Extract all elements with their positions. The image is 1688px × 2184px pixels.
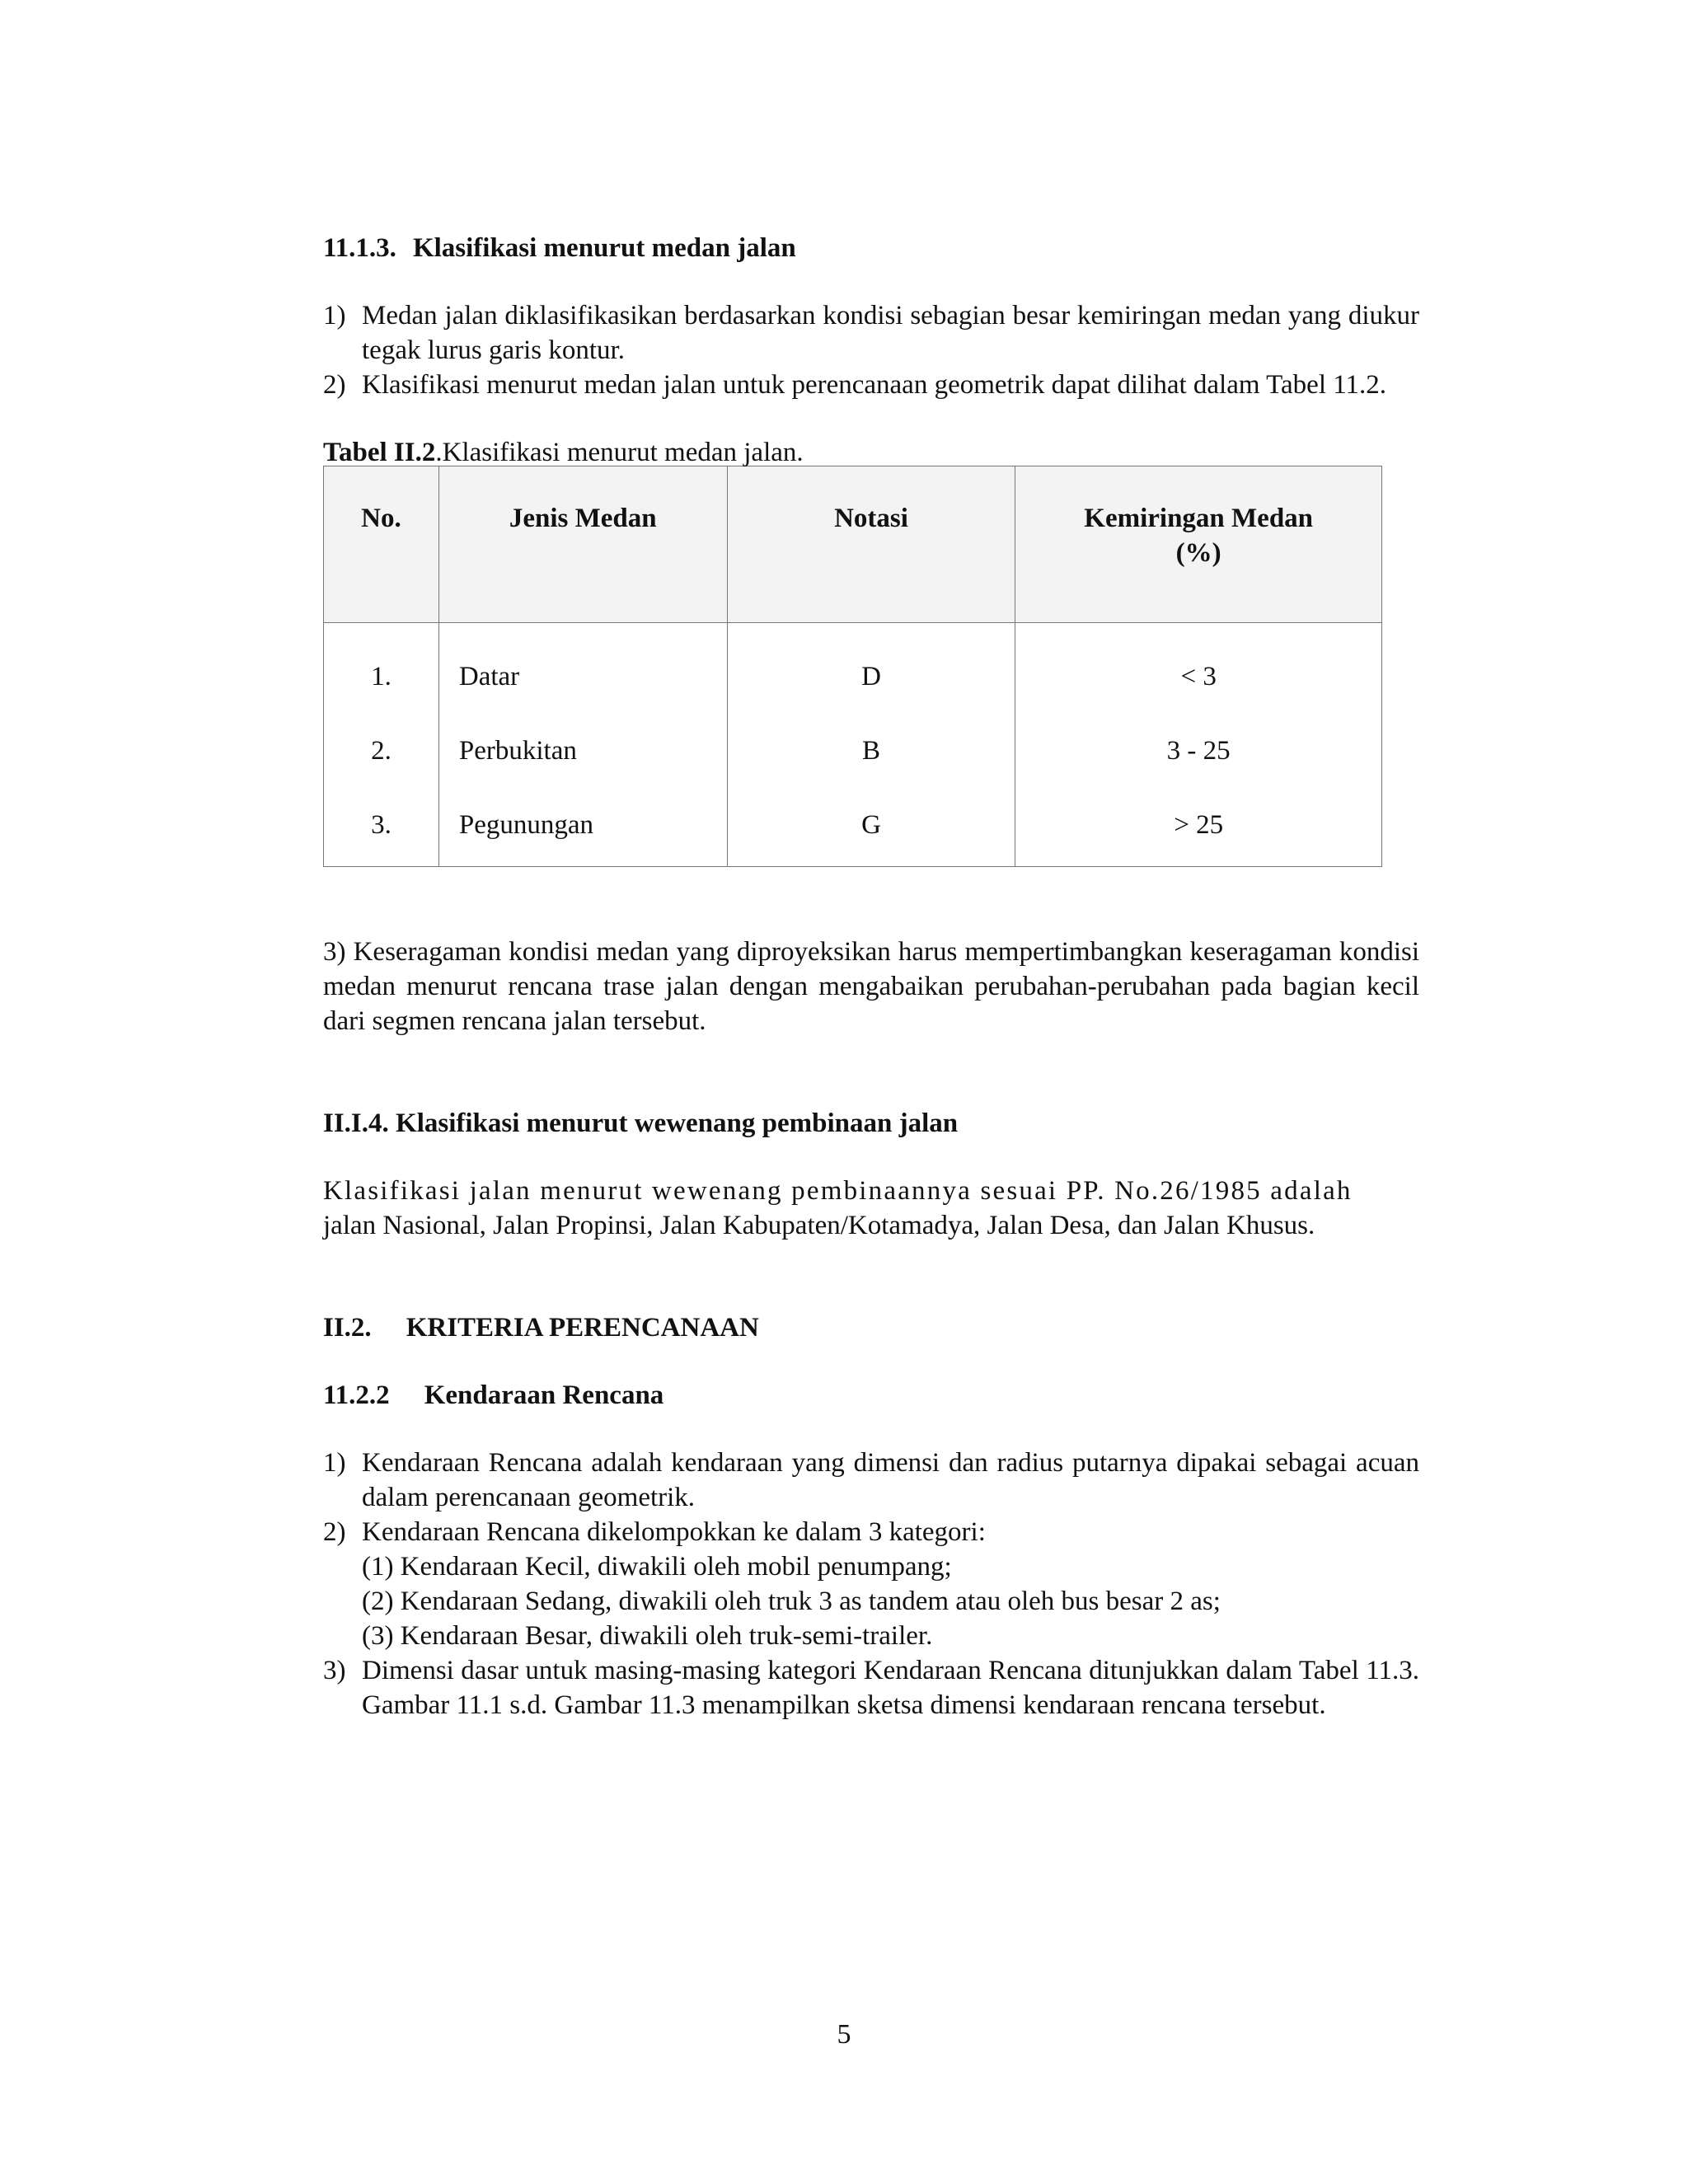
list-item-text: Kendaraan Rencana adalah kendaraan yang dimensi dan radius putarnya dipakai sebagai acuan dalam perencanaan geometrik.: [362, 1448, 1419, 1512]
cell-kemiringan: > 25: [1015, 807, 1382, 867]
page-number: 5: [837, 2019, 851, 2050]
list-item: [323, 1653, 1419, 1722]
cell-no: 2.: [324, 733, 439, 807]
table-header-row: [324, 466, 1382, 623]
table-row: [324, 733, 1382, 807]
list-item: [323, 1446, 1419, 1515]
medan-keseragaman-paragraph: 3) Keseragaman kondisi medan yang diproyeksikan harus mempertimbangkan keseragaman kondisi medan menurut rencana trase jalan dengan mengabaikan perubahan-perubahan pada bagian kecil dari segmen rencana jalan tersebut.: [323, 937, 1419, 1036]
section-number: 11.1.3.: [323, 233, 396, 263]
wewenang-paragraph: [323, 1174, 1419, 1243]
section-heading-kendaraan-rencana: [323, 1378, 1419, 1413]
table-row: [324, 623, 1382, 733]
header-kemiringan-medan: [1015, 466, 1382, 623]
header-no: No.: [324, 466, 439, 623]
section-number: II.I.4.: [323, 1108, 389, 1138]
section-number: II.2.: [323, 1313, 372, 1343]
sublist-item: (1) Kendaraan Kecil, diwakili oleh mobil penumpang;: [362, 1552, 952, 1582]
table-caption-text: .Klasifikasi menurut medan jalan.: [435, 438, 804, 467]
medan-jalan-list: [323, 298, 1419, 402]
kategori-sublist: [362, 1549, 1419, 1653]
cell-jenis: Datar: [438, 623, 727, 733]
section-title: KRITERIA PERENCANAAN: [406, 1313, 759, 1343]
list-item-text: Medan jalan diklasifikasikan berdasarkan kondisi sebagian besar kemiringan medan yang diukur tegak lurus garis kontur.: [362, 301, 1419, 365]
table-row: [324, 807, 1382, 867]
list-item-number: 1): [323, 301, 346, 330]
section-heading-wewenang: [323, 1106, 1419, 1141]
wewenang-line1: Klasifikasi jalan menurut wewenang pembinaannya sesuai PP. No.26/1985 adalah: [323, 1176, 1353, 1206]
list-item: [323, 1515, 1419, 1653]
cell-jenis: Perbukitan: [438, 733, 727, 807]
sublist-item: (3) Kendaraan Besar, diwakili oleh truk-semi-trailer.: [362, 1621, 933, 1651]
cell-jenis: Pegunungan: [438, 807, 727, 867]
section-heading-kriteria: [323, 1310, 1419, 1345]
section-heading-medan-jalan: [323, 231, 1419, 265]
cell-notasi: B: [727, 733, 1015, 807]
list-item-text: Klasifikasi menurut medan jalan untuk perencanaan geometrik dapat dilihat dalam Tabel 11.2.: [362, 370, 1387, 400]
table-caption: [323, 435, 1419, 470]
cell-notasi: G: [727, 807, 1015, 867]
list-item: [323, 368, 1419, 402]
section-title: Kendaraan Rencana: [424, 1380, 664, 1410]
section-title: Klasifikasi menurut medan jalan: [412, 233, 796, 263]
header-kemiringan-line2: (%): [1175, 538, 1221, 568]
section-title: Klasifikasi menurut wewenang pembinaan jalan: [396, 1108, 959, 1138]
list-item: [323, 298, 1419, 368]
cell-kemiringan: < 3: [1015, 623, 1382, 733]
list-item-text: Kendaraan Rencana dikelompokkan ke dalam 3 kategori:: [362, 1517, 986, 1547]
cell-notasi: D: [727, 623, 1015, 733]
list-item-number: 3): [323, 1656, 346, 1685]
wewenang-line2: jalan Nasional, Jalan Propinsi, Jalan Kabupaten/Kotamadya, Jalan Desa, dan Jalan Khusus.: [323, 1211, 1315, 1240]
header-kemiringan-line1: Kemiringan Medan: [1084, 504, 1314, 533]
medan-classification-table: [323, 466, 1382, 867]
header-notasi: Notasi: [727, 466, 1015, 623]
cell-kemiringan: 3 - 25: [1015, 733, 1382, 807]
header-jenis-medan: Jenis Medan: [438, 466, 727, 623]
list-item-number: 2): [323, 1517, 346, 1547]
table-caption-label: Tabel II.2: [323, 438, 436, 467]
section-number: 11.2.2: [323, 1380, 390, 1410]
list-item-number: 2): [323, 370, 346, 400]
sublist-item: (2) Kendaraan Sedang, diwakili oleh truk 3 as tandem atau oleh bus besar 2 as;: [362, 1586, 1221, 1616]
cell-no: 3.: [324, 807, 439, 867]
cell-no: 1.: [324, 623, 439, 733]
list-item-number: 1): [323, 1448, 346, 1478]
page-content: [323, 231, 1419, 1722]
list-item-text: Dimensi dasar untuk masing-masing kategori Kendaraan Rencana ditunjukkan dalam Tabel 11.3. Gambar 11.1 s.d. Gambar 11.3 menampilkan sketsa dimensi kendaraan rencana tersebut.: [362, 1656, 1419, 1720]
kendaraan-rencana-list: [323, 1446, 1419, 1722]
